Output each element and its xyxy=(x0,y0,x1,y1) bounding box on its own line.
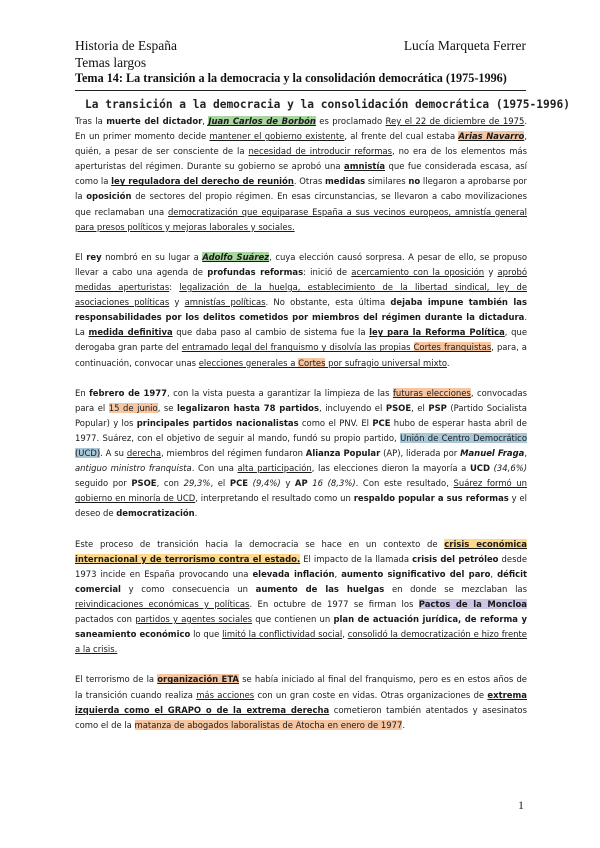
document-body xyxy=(75,114,527,748)
underlined-text: derecha xyxy=(126,448,162,459)
text-run: cometieron también atentados y asesinatos como el de la xyxy=(75,704,527,730)
document-title: La transición a la democracia y la consolidación democrática (1975-1996) xyxy=(85,98,570,111)
highlight-orange: matanza de abogados laboralistas de Atocha en enero de 1977 xyxy=(134,719,403,730)
text-run: y xyxy=(169,297,185,308)
underlined-text: democratización que equiparase España a sus vecinos europeos, amnistía general para presos políticos y mejoras laborales y sociales. xyxy=(75,206,527,232)
underlined-text: legalización de la huelga, establecimiento de la libertad sindical, ley de asociaciones políticas xyxy=(75,282,528,308)
page-number: 1 xyxy=(518,798,524,812)
bold-text: AP xyxy=(294,478,308,489)
text-run: en donde se mezclaban las xyxy=(384,583,528,594)
text-run: que contienen un xyxy=(252,614,334,625)
text-run: , xyxy=(490,568,498,579)
underlined-text: entramado legal del franquismo y disolvía las propias xyxy=(181,342,414,353)
bold-text: febrero de 1977 xyxy=(89,387,168,398)
text-run: , el xyxy=(210,478,230,489)
text-run: En xyxy=(75,387,90,398)
header-tema: Tema 14: La transición a la democracia y la consolidación democrática (1975-1996) xyxy=(75,71,507,85)
text-run: . No obstante, esta última xyxy=(265,297,391,308)
text-run: desde 1973 incide en España provocando una xyxy=(75,553,528,579)
highlight-orange: 15 de junio xyxy=(108,402,158,413)
text-run: muerte del dictador xyxy=(106,116,203,126)
bold-underlined-text: amnistía xyxy=(344,161,386,172)
underlined-text: más acciones xyxy=(196,689,255,700)
text-run: de sectores del propio régimen. En esas circunstancias, se llevaron a cabo movilizaciones que reclamaban una xyxy=(75,191,527,217)
text-run: . En octubre de 1977 se firman los xyxy=(249,599,419,609)
underlined-text: elecciones generales a xyxy=(198,357,299,368)
underlined-text: Suárez formó un gobierno en minoría de UCD xyxy=(75,478,528,504)
bold-text: no xyxy=(408,176,421,187)
text-run: y el deseo de xyxy=(75,493,527,519)
text-run: Tras la xyxy=(75,116,107,126)
text-run: . Con una xyxy=(191,463,238,474)
bold-text: profundas reformas xyxy=(207,266,304,277)
underlined-text: necesidad de introducir reformas xyxy=(248,146,392,157)
bold-italic-text: Manuel Fraga xyxy=(460,448,525,459)
text-run: , xyxy=(202,116,209,126)
highlight-orange: organización ETA xyxy=(157,674,239,685)
bold-text: oposición xyxy=(86,191,132,202)
text-run: (AP), liderada por xyxy=(380,448,461,459)
text-run: es proclamado xyxy=(315,116,386,126)
highlight-orange: Arias Navarro xyxy=(458,131,525,142)
underlined-text: reivindicaciones económicas y políticas xyxy=(75,599,250,609)
underlined-text: aprobó medidas aperturistas xyxy=(75,266,528,293)
bold-text: PSOE xyxy=(131,478,157,489)
bold-text: dejaba impune también las responsabilidades por los delitos cometidos por miembros del régimen durante la dictadura xyxy=(75,297,527,323)
text-run: pactados con xyxy=(75,614,136,625)
text-run: . A su xyxy=(100,448,127,459)
paragraph-4 xyxy=(75,537,527,658)
text-run: El terrorismo de la xyxy=(75,674,158,685)
bold-text: déficit comercial xyxy=(75,568,528,594)
text-run: se había iniciado al final del franquismo, pero es en estos años de la transición cuando realiza xyxy=(75,674,527,700)
text-run: , para, a continuación, convocar unas xyxy=(75,342,527,368)
bold-text: PSOE xyxy=(385,402,412,413)
text-run: y xyxy=(484,266,498,277)
highlight-yellow: crisis económica internacional y de terrorismo contra el estado. xyxy=(75,538,527,564)
text-run: : xyxy=(169,282,180,293)
text-run: , interpretando el resultado como un xyxy=(195,493,354,504)
text-run: , cuya elección causó sorpresa. A pesar de ello, se propuso llevar a cabo una agenda de xyxy=(75,251,528,277)
text-run: como el PNV. El xyxy=(298,417,373,428)
bold-underlined-text: medida definitiva xyxy=(88,327,173,338)
header-subtitle: Temas largos xyxy=(75,55,147,70)
paragraph-3 xyxy=(75,386,527,522)
text-run: , xyxy=(524,448,528,459)
text-run: , xyxy=(342,629,348,640)
text-run: , al frente del cual estaba xyxy=(344,131,459,142)
bold-text: PCE xyxy=(372,417,391,428)
text-run: , no era de los elementos más aperturistas del régimen. Durante su gobierno se aprobó una xyxy=(75,146,527,172)
bold-text: UCD xyxy=(469,463,490,474)
text-run: , el xyxy=(411,402,429,413)
underlined-text: Rey el 22 de diciembre de 1975 xyxy=(385,116,525,126)
bold-underlined-text: ley para la Reforma Política xyxy=(369,327,505,338)
highlight-orange: Cortes xyxy=(298,357,326,368)
text-run: , incluyendo el xyxy=(318,402,386,413)
text-run: similares xyxy=(365,176,409,187)
underlined-text: por sufragio universal mixto xyxy=(325,357,447,368)
text-run: , se xyxy=(157,402,178,413)
bold-text: rey xyxy=(86,251,102,262)
text-run: que daba paso al cambio de sistema fue la xyxy=(172,327,370,338)
italic-text: antiguo ministro franquista xyxy=(75,463,192,474)
text-run: llegaron a aprobarse por la xyxy=(75,176,527,202)
header-author: Lucía Marqueta Ferrer xyxy=(403,38,526,53)
bold-text: elevada inflación xyxy=(252,568,335,579)
underlined-text: consolidó la democratización e hizo frente a la crisis. xyxy=(75,629,527,655)
paragraph-2 xyxy=(75,250,527,371)
bold-text: aumento significativo del paro xyxy=(341,568,491,579)
underlined-text: acercamiento con la oposición xyxy=(351,266,485,277)
text-run: , miembros del régimen fundaron xyxy=(161,448,306,459)
text-run: , convocadas para el xyxy=(75,387,527,413)
underlined-text: mantener el gobierno existente xyxy=(209,131,345,142)
bold-text: democratización xyxy=(116,508,195,519)
bold-text: plan de actuación jurídica, de reforma y saneamiento económico xyxy=(75,614,527,640)
text-run: , quién, a pesar de ser consciente de la xyxy=(75,131,527,157)
bold-text: crisis del petróleo xyxy=(412,553,499,564)
text-run: . xyxy=(446,357,450,368)
text-run: , las elecciones dieron la mayoría a xyxy=(311,463,470,474)
underlined-text: amnistías políticas xyxy=(184,297,266,308)
highlight-green: Juan Carlos de Borbón xyxy=(208,116,316,126)
bold-text: legalizaron hasta 78 partidos xyxy=(177,402,319,413)
bold-text: PSP xyxy=(428,402,447,413)
text-run: . xyxy=(402,719,405,730)
text-run: . Con este resultado, xyxy=(355,478,454,489)
bold-underlined-text: extrema izquierda como el GRAPO o de la extrema derecha xyxy=(75,689,527,715)
text-run: lo que xyxy=(190,629,223,640)
highlight-blue: Unión de Centro Democrático (UCD) xyxy=(75,432,527,459)
highlight-orange: futuras elecciones xyxy=(392,387,471,398)
header-divider xyxy=(75,90,526,91)
text-run: El xyxy=(75,251,87,262)
text-run: . En un primer momento decide xyxy=(75,116,527,142)
bold-text: principales partidos nacionalistas xyxy=(136,417,299,428)
text-run: . xyxy=(194,508,198,519)
paragraph-5 xyxy=(75,672,527,732)
italic-text: 16 (8,3%) xyxy=(312,478,356,489)
italic-text: (34,6%) xyxy=(493,463,527,474)
text-run: con un gran coste en vidas. Otras organizaciones de xyxy=(254,689,488,700)
bold-text: PCE xyxy=(229,478,249,489)
paragraph-1 xyxy=(75,114,527,235)
text-run: seguido por xyxy=(75,478,132,489)
header-subject: Historia de España xyxy=(75,38,177,53)
italic-text: (9,4%) xyxy=(252,478,281,489)
highlight-orange: Cortes franquistas xyxy=(413,342,492,353)
text-run: . Otras xyxy=(293,176,325,187)
text-run: , con xyxy=(156,478,184,489)
highlight-purple: Pactos de la Moncloa xyxy=(418,599,528,609)
text-run: que fue considerada escasa, así como la xyxy=(75,161,527,187)
text-run: (Partido Socialista Popular) y los xyxy=(75,402,527,428)
bold-text: Alianza Popular xyxy=(305,448,381,459)
text-run: , que derogaba gran parte del xyxy=(75,327,528,353)
text-run: y xyxy=(280,478,295,489)
text-run: hubo de esperar hasta abril de 1977. Suárez, con el objetivo de seguir al mando, fundó su propio partido, xyxy=(75,417,527,443)
bold-text: respaldo popular a sus reformas xyxy=(353,493,509,504)
text-run: , xyxy=(334,568,342,579)
text-run: y como consecuencia un xyxy=(120,583,256,594)
text-run: Este proceso de transición hacia la democracia se hace en un contexto de xyxy=(75,538,445,549)
text-run: nombró en su lugar a xyxy=(101,251,203,262)
underlined-text: partidos y agentes sociales xyxy=(135,614,253,625)
bold-text: medidas xyxy=(325,176,366,187)
highlight-green: Adolfo Suárez xyxy=(202,251,270,262)
underlined-text: limitó la conflictividad social xyxy=(222,629,343,640)
text-run: El impacto de la llamada xyxy=(300,553,413,564)
bold-underlined-text: ley reguladora del derecho de reunión xyxy=(111,176,294,187)
bold-text: aumento de las huelgas xyxy=(255,583,385,594)
underlined-text: alta participación xyxy=(237,463,312,474)
italic-text: 29,3% xyxy=(183,478,211,489)
text-run: , con la vista puesta a garantizar la limpieza de las xyxy=(167,387,393,398)
text-run: : inició de xyxy=(303,266,352,277)
text-run: . La xyxy=(75,312,527,338)
